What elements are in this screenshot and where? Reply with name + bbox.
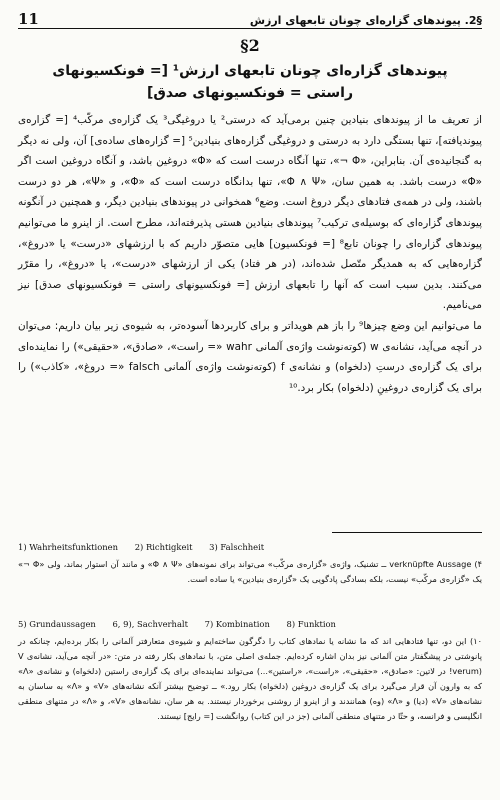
section-title	[30, 60, 470, 104]
section-title-line-2: راستی = فونکسیونهای صدق]	[146, 85, 354, 101]
paragraph-2: ما می‌توانیم این وضع چیزها⁹ را باز هم هویداتر و برای کاربردها آسوده‌تر، به شیوه‌ی زیر بیان داریم: می‌توان در آنچه می‌آید، نشانه‌ی w (کوته‌نوشت واژه‌ی آلمانی wahr «= راست»، «صادق»، «حقیقی») را نماینده‌ای برای یک گزاره‌ی درستِ (دلخواه) و نشانه‌ی f (کوته‌نوشت واژه‌ی آلمانی falsch «= دروغ»، «کاذب») را برای یک گزاره‌ی دروغینِ (دلخواه) بکار برد.¹⁰	[18, 319, 482, 394]
footnote-2: 2) Richtigkeit	[134, 542, 193, 552]
page-number: 11	[18, 10, 39, 28]
running-header	[18, 8, 482, 29]
running-title: §2. پیوندهای گزاره‌ای چونان تابعهای ارزش	[249, 14, 482, 27]
footnote-10	[18, 634, 482, 724]
paragraph-1: از تعریف ما از پیوندهای بنیادین چنین برمی‌آید که درستی² یا دروغیگی³ یک گزاره‌ی مرکّب⁴ [= گزاره‌ی پیوندیافته]، تنها بستگی دارد به درستی و دروغیگی گزاره‌های بنیادین⁵ [= گزاره‌های ساده‌ی] آن، ولی نه دیگر به گنجانیده‌ی آن. بنابراین، «Φ ¬»، تنها آنگاه درست است که «Φ» دروغین باشد، و آنگاه دروغین است اگر «Φ» درست باشد. به همین سان، «Φ ∧ Ψ»، تنها بدانگاه درست است که «Φ»، و «Ψ»، هر دو درست باشند، ولی در همه‌ی فتادهای دیگر دروغ است. وضع⁶ همخوانی در پیوندهای بنیادین دیگر، و همچنین در آنگونه پیوندهای گزاره‌ای که بوسیله‌ی ترکیب⁷ پیوندهای بنیادین هستی پذیرفته‌اند، مطرح است. از اینرو ما می‌توانیم پیوندهای گزاره‌ای را چونان تابع⁸ [= فونکسیون] هایی متصوّر داریم که با ارزشهای «درست» یا «دروغ»، گزاره‌هایی که به همدیگر متّصل شده‌اند، (در هر فتاد) یکی از ارزشهای «درست»، یا «دروغ»، را مقرّر می‌کنند. بدین سبب است که آنها را تابعهای ارزش [= فونکسیونهای راستی = فونکسیونهای صدق] نیز می‌نامیم.	[18, 114, 483, 312]
section-title-line-1: پیوندهای گزاره‌ای چونان تابعهای ارزش¹ [= فونکسیونهای	[52, 63, 448, 79]
footnote-rule	[332, 532, 482, 533]
footnotes-german-2	[18, 617, 482, 632]
footnote-6-9: 6, 9), Sachverhalt	[112, 619, 188, 629]
footnote-8: 8) Funktion	[286, 619, 336, 629]
footnotes-german-1	[18, 540, 482, 555]
footnote-7: 7) Kombination	[204, 619, 270, 629]
body-text	[18, 110, 482, 398]
footnote-4-text: ۴) verknüpfte Aussage ــ تشنیک، واژه‌ی «گزاره‌ی مرکّب» می‌تواند برای نمونه‌های «Φ ∧ Ψ» و مانند آن استوار بماند، ولی «Φ ¬» یک «گزاره‌ی مرکّب» نیست، بلکه بسادگی پادگویی یک «گزاره‌ی بنیادین» یا ساده است.	[18, 559, 482, 584]
footnote-3: 3) Falschheit	[209, 542, 265, 552]
footnote-4	[18, 557, 482, 587]
footnote-1: 1) Wahrheitsfunktionen	[18, 542, 119, 552]
footnote-10-text: ۱۰) این دو، تنها فتادهایی اند که ما نشانه یا نمادهای کتاب را دگرگون ساخته‌ایم و شیوه‌ی متعارفتر آلمانی را بکار برده‌ایم، چنانکه در پانوشتی در پیشگفتار متن آلمانی نیز بدان اشاره کرده‌ایم. جمله‌ی اصلی متن، با نمادهای بکار رفته در متن: «در آنچه می‌آید، نشانه‌ی V (verum! در لاتین: «صادق»، «حقیقی»، «راست»، «راستین»...) می‌تواند نماینده‌ای برای یک گزاره‌ی راستین (دلخواه) و نشانه‌ی «Λ» که به وارون آن قرار می‌گیرد برای یک گزاره‌ی دروغین (دلخواه) بکار رود.» ــ توضیح بیشتر آنکه نشانه‌های «V» و «Λ» به ساسان به نشانه‌های «V» (دیا) و «Λ» (وه) همانندند و از اینرو از روشنی برخوردار نیستند. به هر سان، نشانه‌های «V»، و «Λ» در متنهای منطقی انگلیسی و فرانسه، و حتّا در متنهای منطقی آلمانی (جز در این کتاب) روانگشت [= رایج] نیستند.	[18, 636, 482, 721]
footnote-5: 5) Grundaussagen	[18, 619, 96, 629]
section-number: §2	[240, 36, 260, 55]
